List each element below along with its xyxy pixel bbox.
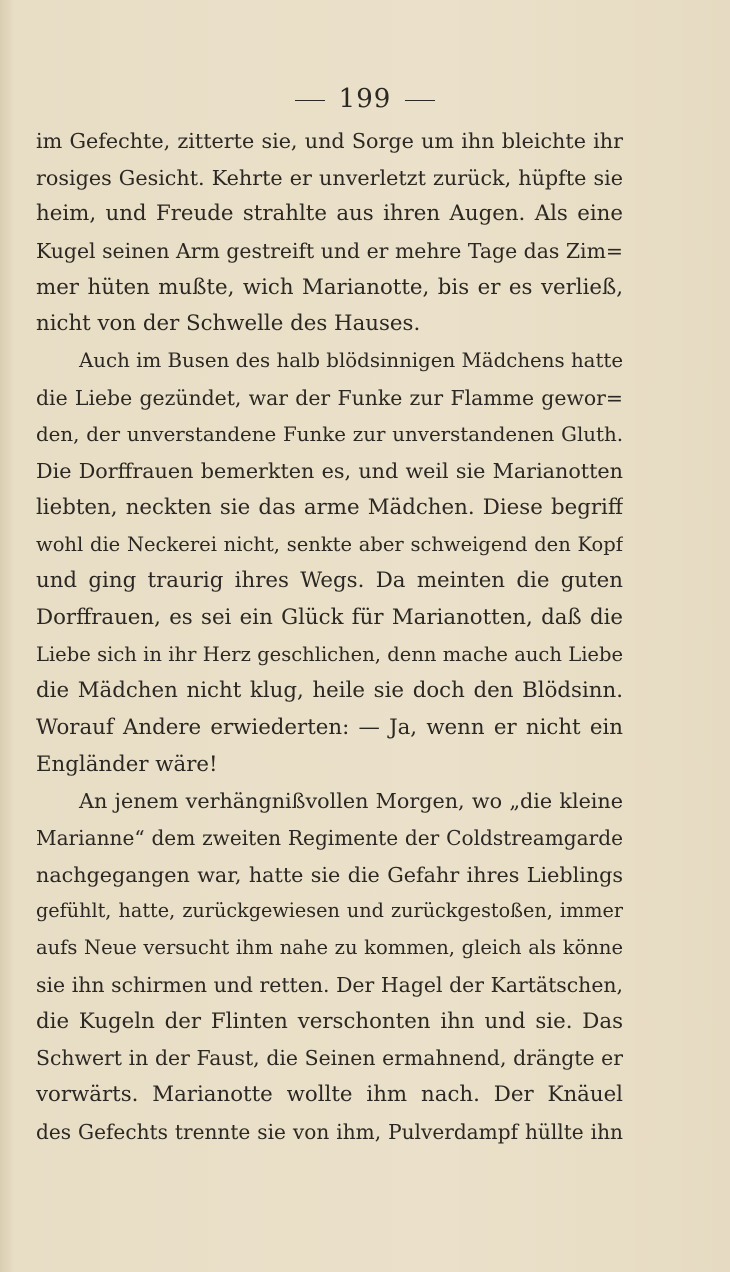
header-dash-left <box>295 100 325 101</box>
text-line: Marianne“ dem zweiten Regimente der Coldstreamgarde <box>36 826 623 851</box>
text-line: Engländer wäre! <box>36 751 218 777</box>
text-line: nicht von der Schwelle des Hauses. <box>36 311 421 337</box>
text-line: des Gefechts trennte sie von ihm, Pulverdampf hüllte ihn <box>36 1119 623 1144</box>
text-line: An jenem verhängnißvollen Morgen, wo „die kleine <box>79 789 623 814</box>
text-line: wohl die Neckerei nicht, senkte aber schweigend den Kopf <box>36 532 623 556</box>
text-line: die Mädchen nicht klug, heile sie doch den Blödsinn. <box>36 678 623 704</box>
text-line: Auch im Busen des halb blödsinnigen Mädchens hatte <box>79 349 623 373</box>
text-line: Liebe sich in ihr Herz geschlichen, denn mache auch Liebe <box>36 642 623 666</box>
body-text <box>36 123 623 1150</box>
header-dash-right <box>405 100 435 101</box>
text-line: gefühlt, hatte, zurückgewiesen und zurückgestoßen, immer <box>36 899 623 923</box>
text-line: den, der unverstandene Funke zur unverstandenen Gluth. <box>36 422 623 446</box>
text-line: sie ihn schirmen und retten. Der Hagel der Kartätschen, <box>36 972 623 997</box>
text-line: und ging traurig ihres Wegs. Da meinten die guten <box>36 568 623 594</box>
text-line: Kugel seinen Arm gestreift und er mehre Tage das Zim= <box>36 239 623 264</box>
text-line: rosiges Gesicht. Kehrte er unverletzt zurück, hüpfte sie <box>36 165 623 190</box>
text-line: Schwert in der Faust, die Seinen ermahnend, drängte er <box>36 1046 623 1071</box>
text-line: Worauf Andere erwiederten: — Ja, wenn er nicht ein <box>36 715 623 740</box>
text-line: nachgegangen war, hatte sie die Gefahr ihres Lieblings <box>36 862 623 887</box>
text-line: aufs Neue versucht ihm nahe zu kommen, gleich als könne <box>36 936 623 960</box>
page-header <box>0 84 730 114</box>
text-line: die Kugeln der Flinten verschonten ihn und sie. Das <box>36 1008 623 1034</box>
text-line: im Gefechte, zitterte sie, und Sorge um ihn bleichte ihr <box>36 129 623 153</box>
text-line: die Liebe gezündet, war der Funke zur Flamme gewor= <box>36 385 623 410</box>
text-line: liebten, neckten sie das arme Mädchen. Diese begriff <box>36 494 623 520</box>
text-line: Dorffrauen, es sei ein Glück für Marianotten, daß die <box>36 604 623 630</box>
text-line: mer hüten mußte, wich Marianotte, bis er es verließ, <box>36 274 623 300</box>
text-line: vorwärts. Marianotte wollte ihm nach. Der Knäuel <box>36 1081 623 1107</box>
text-line: Die Dorffrauen bemerkten es, und weil sie Marianotten <box>36 459 623 484</box>
page-number: 199 <box>338 84 392 114</box>
text-line: heim, und Freude strahlte aus ihren Augen. Als eine <box>36 201 623 227</box>
